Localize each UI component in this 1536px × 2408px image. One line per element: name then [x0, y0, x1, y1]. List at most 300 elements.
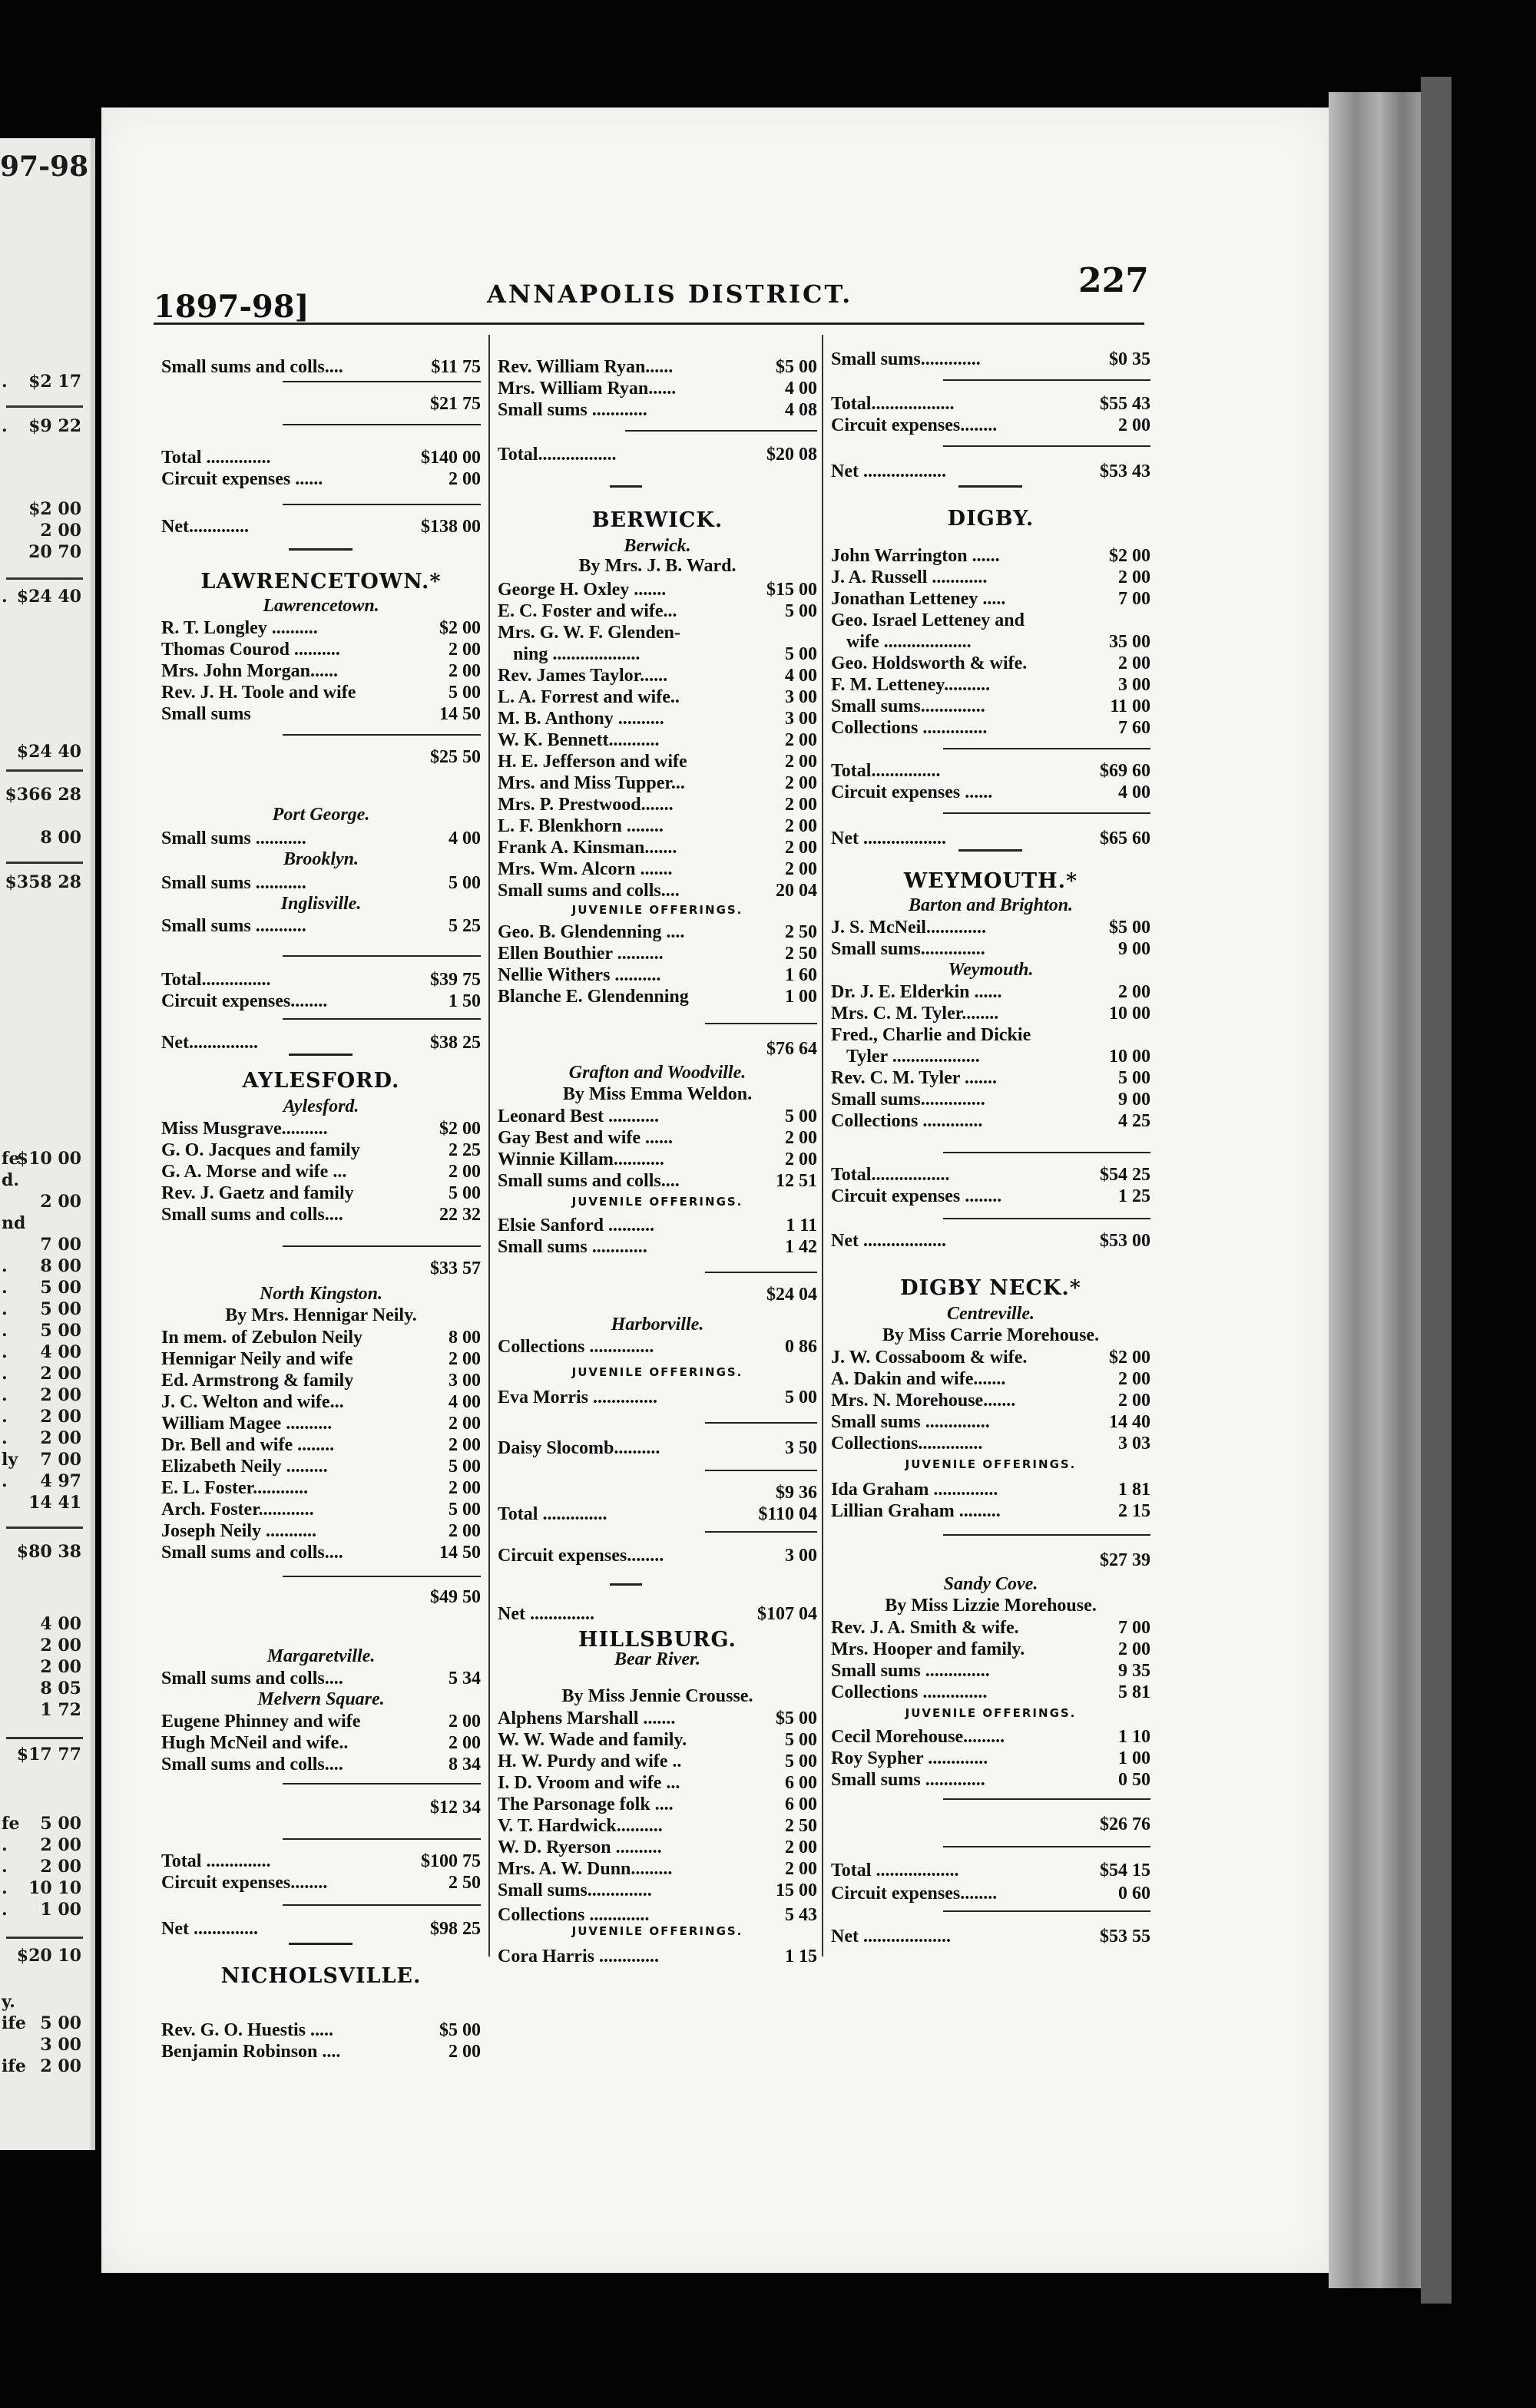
left-row-amount: 2 00	[40, 1835, 81, 1855]
entry-name: Total ..............	[161, 448, 271, 468]
left-row-amount: 2 00	[40, 1636, 81, 1656]
entry-amount: 4 00	[449, 829, 481, 848]
entry-amount: 3 00	[785, 687, 817, 707]
entry-name: Net ...................	[831, 1927, 951, 1947]
left-page-row	[0, 1992, 86, 2015]
sum-rule	[943, 812, 1150, 814]
ledger-row	[161, 1477, 481, 1499]
left-row-amount: 8 00	[40, 828, 81, 848]
left-page-row	[0, 2035, 86, 2058]
ledger-row	[831, 1682, 1150, 1703]
book-page-edges	[1329, 92, 1421, 2288]
left-row-amount: 5 00	[40, 1278, 81, 1298]
entry-amount: $138 00	[421, 517, 481, 537]
left-page-row	[0, 1946, 86, 1969]
entry-amount: $5 00	[776, 357, 817, 377]
ledger-row	[161, 991, 481, 1012]
left-row-text: nd	[2, 1213, 26, 1233]
entry-amount: 2 00	[1118, 982, 1150, 1002]
entry-amount: 5 00	[785, 1388, 817, 1407]
juvenile-offerings-label: JUVENILE OFFERINGS.	[905, 1457, 1077, 1471]
left-page-row	[0, 416, 86, 439]
left-page-row	[0, 1900, 86, 1923]
left-row-text: .	[2, 1835, 8, 1855]
entry-name: I. D. Vroom and wife ...	[498, 1773, 680, 1793]
left-row-amount: 1 00	[40, 1900, 81, 1920]
entry-amount: 14 50	[439, 1543, 481, 1563]
entry-amount: 2 00	[449, 1521, 481, 1541]
ledger-row	[161, 1204, 481, 1226]
left-page-row	[0, 372, 86, 395]
entry-amount: $27 39	[1100, 1550, 1150, 1570]
ledger-row	[498, 378, 817, 399]
sum-rule	[943, 1152, 1150, 1153]
left-row-text: fe	[2, 1814, 20, 1834]
entry-name: Arch. Foster............	[161, 1500, 314, 1520]
entry-name: Small sums..............	[498, 1880, 652, 1900]
entry-name: Small sums ............	[498, 400, 647, 420]
entry-amount: $69 60	[1100, 761, 1150, 781]
entry-name: Small sums and colls....	[161, 357, 343, 377]
entry-name: Elizabeth Neily .........	[161, 1457, 328, 1477]
sum-rule	[283, 1783, 481, 1784]
entry-name: Small sums and colls....	[161, 1669, 343, 1689]
ledger-row	[831, 1411, 1150, 1433]
column-divider	[822, 335, 823, 1957]
entry-amount: 3 50	[785, 1438, 817, 1458]
sum-rule	[283, 1576, 481, 1577]
left-page-row	[0, 1364, 86, 1387]
ledger-row	[831, 461, 1150, 482]
ledger-row	[161, 1520, 481, 1542]
entry-name: wife ...................	[846, 632, 972, 652]
left-page-header: 97-98	[0, 150, 89, 183]
entry-name: Mrs. G. W. F. Glenden-	[498, 623, 680, 643]
ledger-row	[498, 1794, 817, 1815]
ledger-row	[498, 794, 817, 815]
place-subheading: Weymouth.	[948, 960, 1034, 980]
entry-name: Lillian Graham .........	[831, 1501, 1001, 1521]
left-page-row	[0, 587, 86, 610]
ledger-row	[498, 665, 817, 686]
entry-amount: 2 00	[449, 469, 481, 489]
left-page-row	[0, 1299, 86, 1322]
ledger-row	[498, 837, 817, 858]
left-page-row	[0, 872, 86, 895]
left-row-amount: $9 22	[28, 416, 81, 436]
entry-amount: 2 00	[785, 795, 817, 815]
ledger-row	[498, 1708, 817, 1729]
ledger-row	[498, 1904, 817, 1926]
ledger-row	[498, 708, 817, 729]
entry-name: M. B. Anthony ..........	[498, 709, 664, 729]
ledger-row	[498, 1038, 817, 1060]
left-row-amount: 7 00	[40, 1235, 81, 1255]
entry-name: H. W. Purdy and wife ..	[498, 1751, 682, 1771]
entry-name: Total.................	[498, 445, 617, 465]
entry-amount: $24 04	[766, 1285, 817, 1305]
ledger-row	[161, 1413, 481, 1434]
entry-amount: $53 43	[1100, 461, 1150, 481]
entry-amount: 2 00	[785, 730, 817, 750]
entry-name: Eva Morris ..............	[498, 1388, 657, 1407]
entry-name: Circuit expenses ......	[831, 782, 993, 802]
ledger-row	[498, 643, 817, 665]
entry-name: Miss Musgrave..........	[161, 1119, 328, 1139]
entry-name: Mrs. Wm. Alcorn .......	[498, 859, 673, 879]
entry-amount: 5 00	[785, 1106, 817, 1126]
ledger-row	[831, 1110, 1150, 1132]
left-row-amount: 4 00	[40, 1614, 81, 1634]
entry-name: Circuit expenses ......	[161, 469, 323, 489]
sum-rule	[283, 1838, 481, 1840]
ledger-row	[161, 516, 481, 538]
sum-rule	[943, 1846, 1150, 1847]
entry-name: Small sums	[161, 704, 251, 724]
entry-amount: $25 50	[430, 747, 481, 767]
sum-rule	[943, 748, 1150, 749]
entry-name: Small sums ...........	[161, 916, 306, 936]
ledger-row	[831, 1617, 1150, 1639]
left-row-text: .	[2, 1471, 8, 1491]
ledger-row	[831, 828, 1150, 849]
entry-amount: 14 40	[1109, 1412, 1150, 1432]
ledger-row	[498, 1284, 817, 1305]
entry-amount: 2 25	[449, 1140, 481, 1160]
ledger-row	[498, 356, 817, 378]
entry-name: J. A. Russell ............	[831, 567, 988, 587]
entry-amount: 1 11	[786, 1216, 817, 1235]
ledger-row	[831, 588, 1150, 610]
ledger-row	[161, 1327, 481, 1348]
juvenile-offerings-label: JUVENILE OFFERINGS.	[571, 1924, 743, 1938]
ledger-row	[161, 2019, 481, 2041]
left-row-text: .	[2, 587, 8, 607]
entry-amount: 2 50	[449, 1873, 481, 1893]
place-subheading: Bear River.	[614, 1649, 700, 1669]
entry-name: L. A. Forrest and wife..	[498, 687, 680, 707]
ledger-row	[831, 1230, 1150, 1252]
section-separator	[289, 1943, 353, 1945]
ledger-row	[831, 1003, 1150, 1024]
entry-name: Small sums..............	[831, 696, 985, 716]
entry-name: Blanche E. Glendenning	[498, 987, 689, 1007]
entry-name: A. Dakin and wife.......	[831, 1369, 1006, 1389]
left-page-row	[0, 1878, 86, 1901]
entry-amount: $65 60	[1100, 829, 1150, 848]
ledger-row	[498, 1772, 817, 1794]
ledger-row	[161, 2041, 481, 2062]
entry-amount: 4 25	[1118, 1111, 1150, 1131]
circuit-heading: DIGBY NECK.*	[900, 1276, 1081, 1300]
entry-name: ning ...................	[513, 644, 641, 664]
ledger-row	[161, 1370, 481, 1391]
ledger-row	[831, 917, 1150, 938]
ledger-row	[831, 610, 1150, 631]
entry-amount: 0 86	[785, 1337, 817, 1357]
left-sum-rule	[6, 1526, 83, 1529]
left-row-text: y.	[2, 1992, 15, 2012]
entry-name: Circuit expenses........	[831, 415, 998, 435]
section-separator	[610, 1583, 642, 1586]
ledger-row	[831, 760, 1150, 782]
entry-amount: 9 00	[1118, 1090, 1150, 1110]
ledger-row	[498, 399, 817, 421]
entry-amount: 2 00	[1118, 1369, 1150, 1389]
entry-amount: $20 08	[766, 445, 817, 465]
entry-name: Mrs. A. W. Dunn.........	[498, 1859, 673, 1879]
ledger-row	[831, 1883, 1150, 1904]
entry-name: Circuit expenses........	[498, 1546, 664, 1566]
entry-name: Geo. Israel Letteney and	[831, 610, 1025, 630]
entry-name: Alphens Marshall .......	[498, 1708, 676, 1728]
running-header-title: ANNAPOLIS DISTRICT.	[487, 280, 853, 309]
entry-name: Total ..................	[831, 1861, 959, 1880]
entry-amount: $5 00	[1109, 918, 1150, 938]
section-separator	[610, 485, 642, 488]
ledger-row	[831, 717, 1150, 739]
entry-name: Collections .............	[498, 1905, 650, 1925]
entry-amount: $53 00	[1100, 1231, 1150, 1251]
left-page-row	[0, 1614, 86, 1637]
ledger-row	[161, 1258, 481, 1279]
left-row-amount: 7 00	[40, 1450, 81, 1470]
entry-name: Net ..............	[161, 1919, 258, 1939]
entry-amount: 5 00	[449, 1457, 481, 1477]
entry-name: Cecil Morehouse.........	[831, 1727, 1005, 1747]
place-subheading: Grafton and Woodville.	[568, 1063, 746, 1083]
entry-amount: 2 50	[785, 1816, 817, 1836]
entry-amount: 7 00	[1118, 1618, 1150, 1638]
left-row-amount: $2 00	[28, 499, 81, 519]
entry-amount: $54 15	[1100, 1861, 1150, 1880]
entry-amount: 7 60	[1118, 718, 1150, 738]
sum-rule	[943, 1218, 1150, 1219]
ledger-row	[831, 1164, 1150, 1186]
left-row-amount: 2 00	[40, 1857, 81, 1877]
sum-rule	[283, 381, 481, 382]
ledger-row	[831, 696, 1150, 717]
entry-name: G. A. Morse and wife ...	[161, 1162, 347, 1182]
entry-name: Ellen Bouthier ..........	[498, 944, 664, 964]
circuit-heading: BERWICK.	[591, 508, 723, 532]
entry-amount: $26 76	[1100, 1814, 1150, 1834]
entry-amount: 12 51	[776, 1171, 817, 1191]
left-row-amount: 5 00	[40, 1814, 81, 1834]
ledger-row	[831, 1479, 1150, 1500]
ledger-row	[498, 729, 817, 751]
circuit-heading: DIGBY.	[947, 507, 1034, 531]
ledger-row	[161, 1348, 481, 1370]
ledger-row	[498, 600, 817, 622]
entry-amount: $110 04	[758, 1504, 817, 1524]
entry-name: H. E. Jefferson and wife	[498, 752, 687, 772]
left-row-text: .	[2, 1342, 8, 1362]
entry-amount: 4 08	[785, 400, 817, 420]
entry-name: Total..................	[831, 394, 955, 414]
entry-name: Jonathan Letteney .....	[831, 589, 1006, 609]
left-row-text: .	[2, 1364, 8, 1384]
ledger-row	[831, 1926, 1150, 1947]
ledger-row	[161, 828, 481, 849]
ledger-row	[831, 1769, 1150, 1791]
entry-amount: 4 00	[785, 666, 817, 686]
ledger-row	[161, 1140, 481, 1161]
left-page-row	[0, 499, 86, 522]
entry-name: Net.............	[161, 517, 249, 537]
sum-rule	[705, 1422, 817, 1424]
entry-name: Eugene Phinney and wife	[161, 1712, 361, 1732]
entry-name: Mrs. N. Morehouse.......	[831, 1391, 1016, 1411]
sum-rule	[625, 430, 817, 432]
entry-amount: 2 50	[785, 922, 817, 942]
entry-name: John Warrington ......	[831, 546, 1000, 566]
entry-name: The Parsonage folk ....	[498, 1794, 674, 1814]
left-page-row	[0, 1235, 86, 1258]
left-row-text: ife	[2, 2056, 26, 2076]
left-row-text: ife	[2, 2013, 26, 2033]
entry-name: Net...............	[161, 1033, 258, 1053]
ledger-row	[161, 1918, 481, 1940]
left-page-row	[0, 1657, 86, 1680]
entry-amount: 5 81	[1118, 1682, 1150, 1702]
ledger-row	[831, 1368, 1150, 1390]
left-sum-rule	[6, 769, 83, 772]
sum-rule	[943, 1534, 1150, 1536]
entry-amount: $49 50	[430, 1587, 481, 1607]
left-sum-rule	[6, 862, 83, 864]
entry-amount: $21 75	[430, 394, 481, 414]
book-cover-edge	[1421, 77, 1452, 2304]
entry-amount: 5 00	[785, 601, 817, 621]
entry-name: J. C. Welton and wife...	[161, 1392, 344, 1412]
ledger-row	[498, 1837, 817, 1858]
sum-rule	[283, 1245, 481, 1247]
entry-amount: 5 00	[449, 1500, 481, 1520]
juvenile-offerings-label: JUVENILE OFFERINGS.	[905, 1706, 1077, 1720]
ledger-row	[161, 1182, 481, 1204]
entry-name: Total ..............	[498, 1504, 607, 1524]
ledger-row	[161, 1118, 481, 1140]
entry-name: Net ..............	[498, 1604, 594, 1624]
ledger-row	[498, 1815, 817, 1837]
entry-name: Nellie Withers ..........	[498, 965, 661, 985]
left-page-row	[0, 742, 86, 765]
left-row-text: .	[2, 1857, 8, 1877]
left-row-text: d.	[2, 1170, 20, 1190]
entry-amount: 1 00	[1118, 1748, 1150, 1768]
entry-amount: 2 00	[785, 1859, 817, 1879]
sum-rule	[283, 424, 481, 425]
entry-name: Cora Harris .............	[498, 1947, 659, 1966]
entry-amount: 2 00	[785, 1149, 817, 1169]
ledger-row	[498, 1729, 817, 1751]
ledger-row	[161, 1499, 481, 1520]
entry-name: Rev. J. H. Toole and wife	[161, 683, 356, 703]
entry-amount: 2 00	[449, 640, 481, 660]
ledger-row	[161, 468, 481, 490]
entry-name: Rev. G. O. Huestis .....	[161, 2020, 334, 2040]
left-row-text: ly	[2, 1450, 18, 1470]
entry-amount: 10 00	[1109, 1047, 1150, 1067]
place-subheading: Barton and Brighton.	[908, 895, 1074, 915]
ledger-row	[498, 1858, 817, 1880]
entry-name: Leonard Best ...........	[498, 1106, 659, 1126]
page-number: 227	[1078, 261, 1149, 300]
section-separator	[958, 849, 1022, 852]
ledger-row	[831, 1433, 1150, 1454]
entry-name: Circuit expenses........	[161, 1873, 328, 1893]
ledger-row	[498, 964, 817, 986]
entry-name: Small sums ...........	[161, 829, 306, 848]
entry-name: J. W. Cossaboom & wife.	[831, 1348, 1028, 1368]
entry-amount: 7 00	[1118, 589, 1150, 609]
entry-amount: 2 00	[449, 1349, 481, 1369]
left-row-amount: 3 00	[40, 2035, 81, 2055]
entry-name: Rev. William Ryan......	[498, 357, 674, 377]
left-page-row	[0, 1256, 86, 1279]
ledger-row	[831, 653, 1150, 674]
left-row-amount: $24 40	[16, 742, 81, 762]
ledger-row	[498, 1170, 817, 1192]
entry-name: J. S. McNeil.............	[831, 918, 986, 938]
left-row-text: .	[2, 1428, 8, 1448]
ledger-row	[161, 639, 481, 660]
left-row-text: .	[2, 1256, 8, 1276]
ledger-row	[498, 1482, 817, 1503]
entry-amount: $98 25	[430, 1919, 481, 1939]
left-page-row	[0, 1342, 86, 1365]
entry-name: George H. Oxley .......	[498, 580, 667, 600]
ledger-row	[831, 1814, 1150, 1835]
entry-amount: $5 00	[439, 2020, 481, 2040]
ledger-row	[161, 746, 481, 768]
entry-amount: 9 00	[1118, 939, 1150, 959]
entry-name: In mem. of Zebulon Neily	[161, 1328, 363, 1348]
ledger-row	[831, 631, 1150, 653]
juvenile-offerings-label: JUVENILE OFFERINGS.	[571, 1195, 743, 1209]
circuit-heading: NICHOLSVILLE.	[220, 1964, 422, 1988]
entry-amount: 2 00	[785, 838, 817, 858]
entry-amount: 35 00	[1109, 632, 1150, 652]
entry-amount: 0 50	[1118, 1770, 1150, 1790]
entry-amount: $0 35	[1109, 349, 1150, 369]
entry-name: Total...............	[831, 761, 941, 781]
ledger-row	[498, 579, 817, 600]
entry-name: Winnie Killam...........	[498, 1149, 664, 1169]
entry-amount: $2 00	[439, 618, 481, 638]
ledger-row	[831, 1390, 1150, 1411]
place-subheading: Margaretville.	[266, 1646, 376, 1666]
ledger-row	[498, 1603, 817, 1625]
entry-name: Net ..................	[831, 461, 946, 481]
ledger-row	[161, 1391, 481, 1413]
sum-rule	[283, 734, 481, 736]
left-row-amount: $2 17	[28, 372, 81, 392]
entry-name: Collections ..............	[498, 1337, 654, 1357]
ledger-row	[831, 782, 1150, 803]
entry-name: Rev. J. Gaetz and family	[161, 1183, 354, 1203]
entry-name: Small sums ..............	[831, 1661, 990, 1681]
entry-name: Small sums and colls....	[498, 881, 680, 901]
entry-amount: 5 00	[785, 644, 817, 664]
ledger-row	[161, 969, 481, 991]
left-page-row	[0, 1679, 86, 1702]
ledger-row	[831, 1860, 1150, 1881]
left-row-text: .	[2, 1878, 8, 1898]
entry-name: Small sums .............	[831, 1770, 985, 1790]
entry-amount: 3 00	[1118, 675, 1150, 695]
